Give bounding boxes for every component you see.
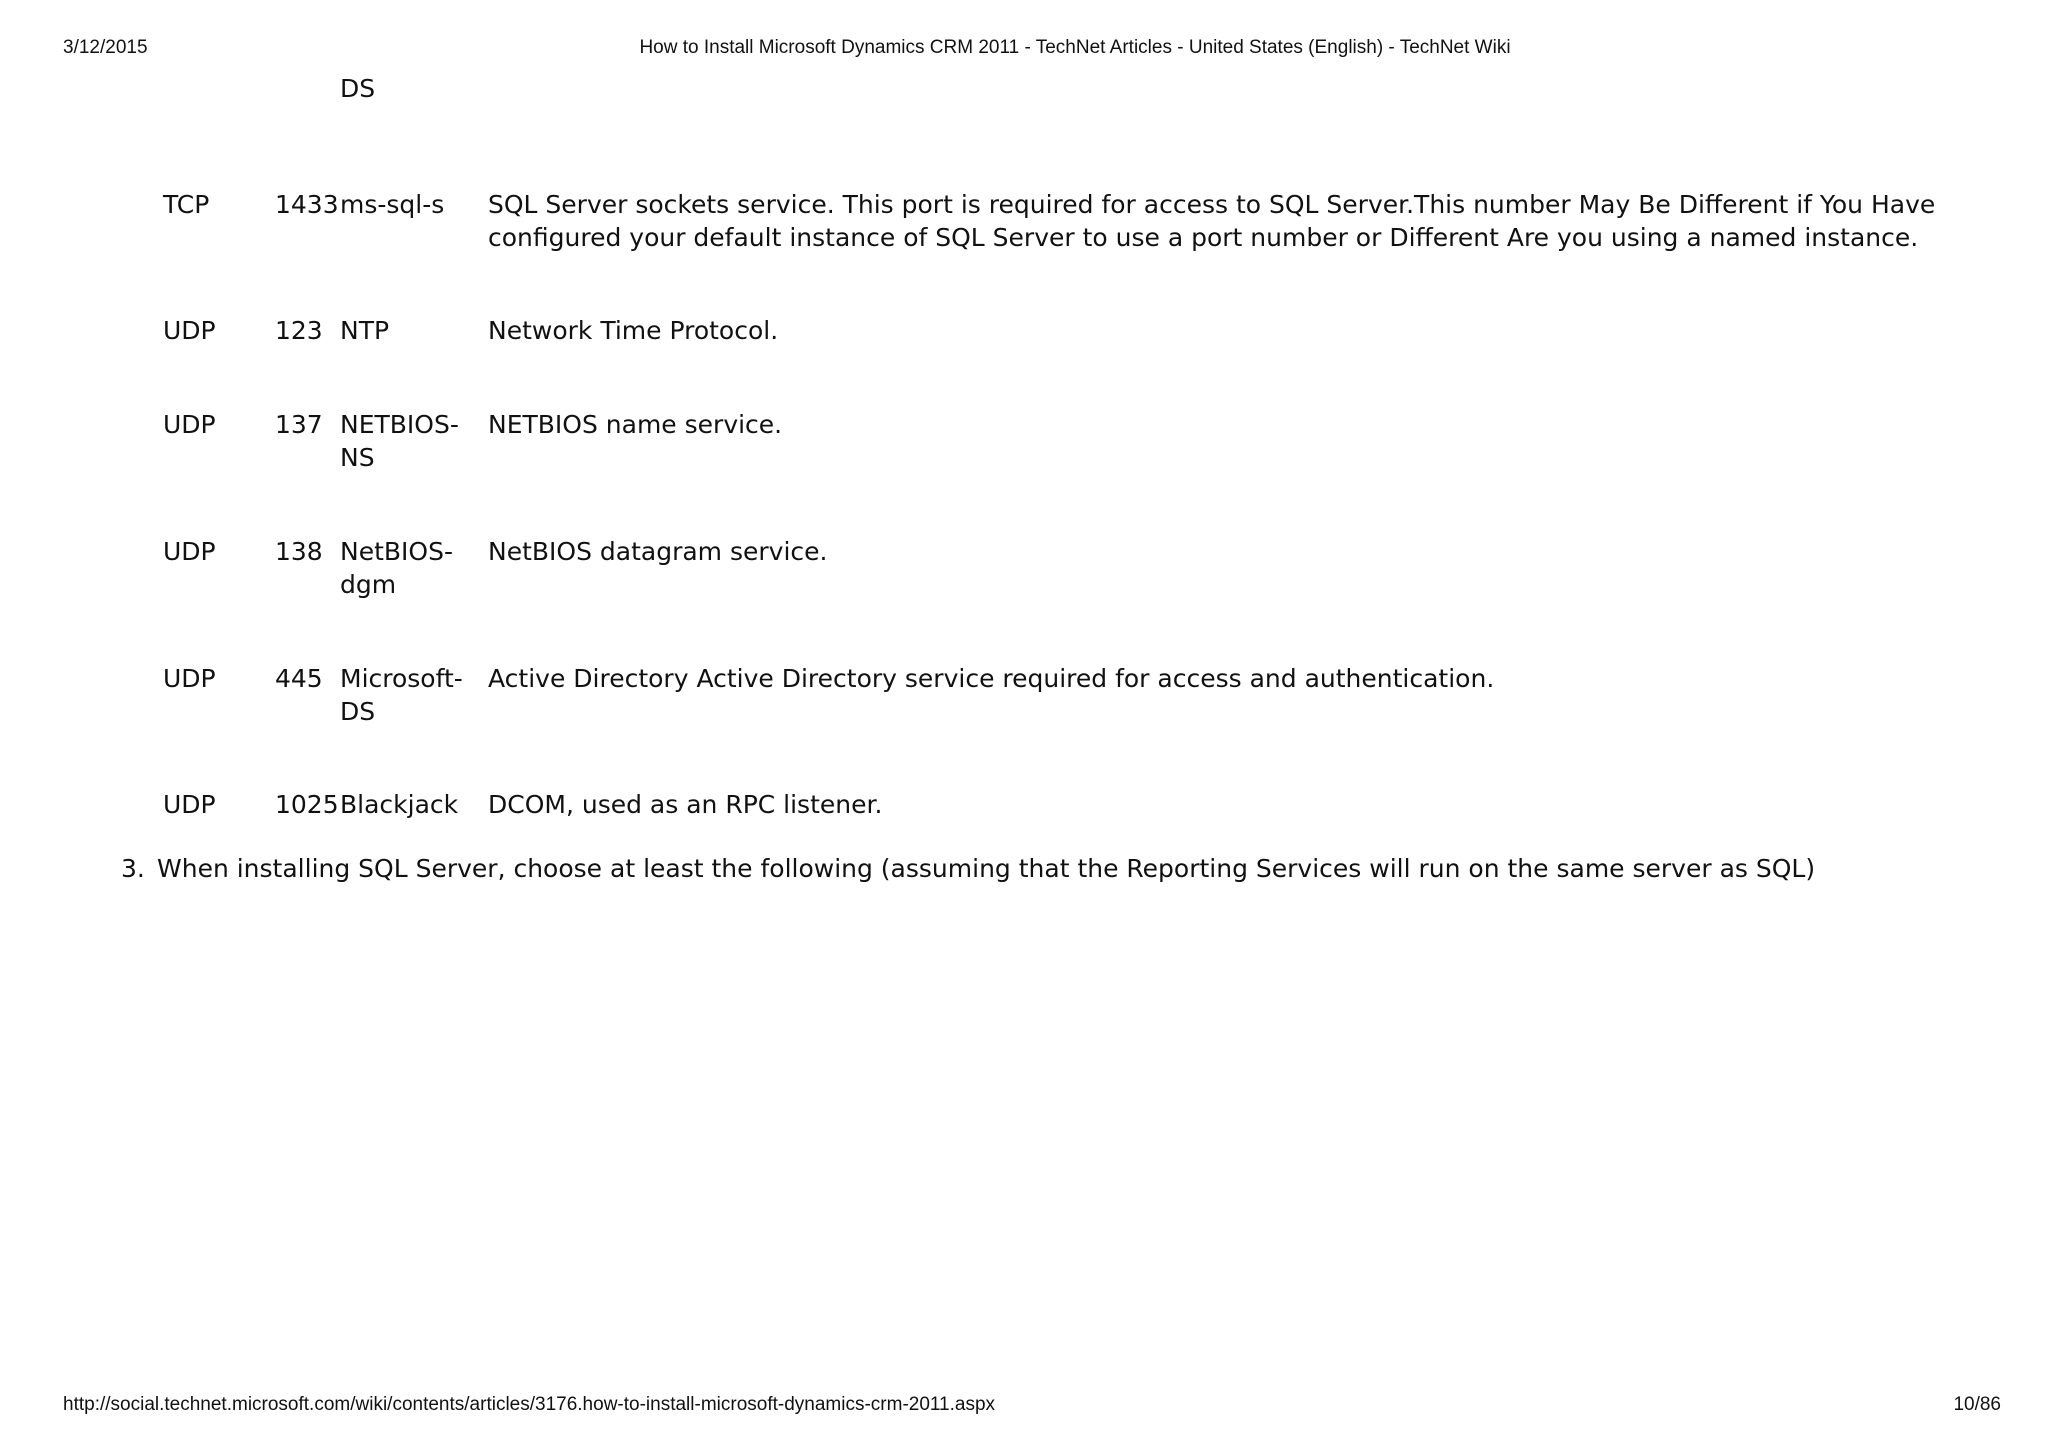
row-service-name: NetBIOS-dgm bbox=[340, 537, 453, 599]
row-port: 123 bbox=[275, 316, 323, 345]
row-port: 137 bbox=[275, 410, 323, 439]
row-protocol: UDP bbox=[163, 537, 216, 566]
print-date: 3/12/2015 bbox=[63, 37, 148, 58]
row-protocol: UDP bbox=[163, 316, 216, 345]
row-protocol: UDP bbox=[163, 410, 216, 439]
row-description: NetBIOS datagram service. bbox=[488, 537, 828, 566]
page-number: 10/86 bbox=[1953, 1394, 2001, 1415]
page-url: http://social.technet.microsoft.com/wiki/contents/articles/3176.how-to-install-microsoft-dynamics-crm-2011.aspx bbox=[63, 1394, 996, 1415]
row-service-name: NTP bbox=[340, 316, 390, 345]
print-title: How to Install Microsoft Dynamics CRM 2011 - TechNet Articles - United States (English) - TechNet Wiki bbox=[639, 37, 1511, 58]
row-port: 138 bbox=[275, 537, 323, 566]
row-protocol: TCP bbox=[163, 190, 210, 219]
row-description: SQL Server sockets service. This port is required for access to SQL Server.This number May Be Different if You Have configured your default instance of SQL Server to use a port number or Different Are you using a named instance. bbox=[488, 190, 1936, 252]
step-number: 3. bbox=[121, 854, 145, 883]
row-description: NETBIOS name service. bbox=[488, 410, 783, 439]
row-port: 1433 bbox=[275, 190, 339, 219]
row-port: 1025 bbox=[275, 790, 339, 819]
row-description: Active Directory Active Directory service required for access and authentication. bbox=[488, 664, 1495, 693]
row-description: DCOM, used as an RPC listener. bbox=[488, 790, 883, 819]
numbered-step bbox=[121, 852, 1815, 885]
row-service-name: ms-sql-s bbox=[340, 190, 445, 219]
row-protocol: UDP bbox=[163, 790, 216, 819]
row-service-name: Microsoft-DS bbox=[340, 664, 463, 726]
row-description: Network Time Protocol. bbox=[488, 316, 779, 345]
row-port: 445 bbox=[275, 664, 323, 693]
continued-service-name: DS bbox=[340, 74, 376, 103]
step-text: When installing SQL Server, choose at least the following (assuming that the Reporting Services will run on the same server as SQL) bbox=[157, 854, 1816, 883]
row-protocol: UDP bbox=[163, 664, 216, 693]
row-service-name: Blackjack bbox=[340, 790, 459, 819]
row-service-name: NETBIOS-NS bbox=[340, 410, 459, 472]
